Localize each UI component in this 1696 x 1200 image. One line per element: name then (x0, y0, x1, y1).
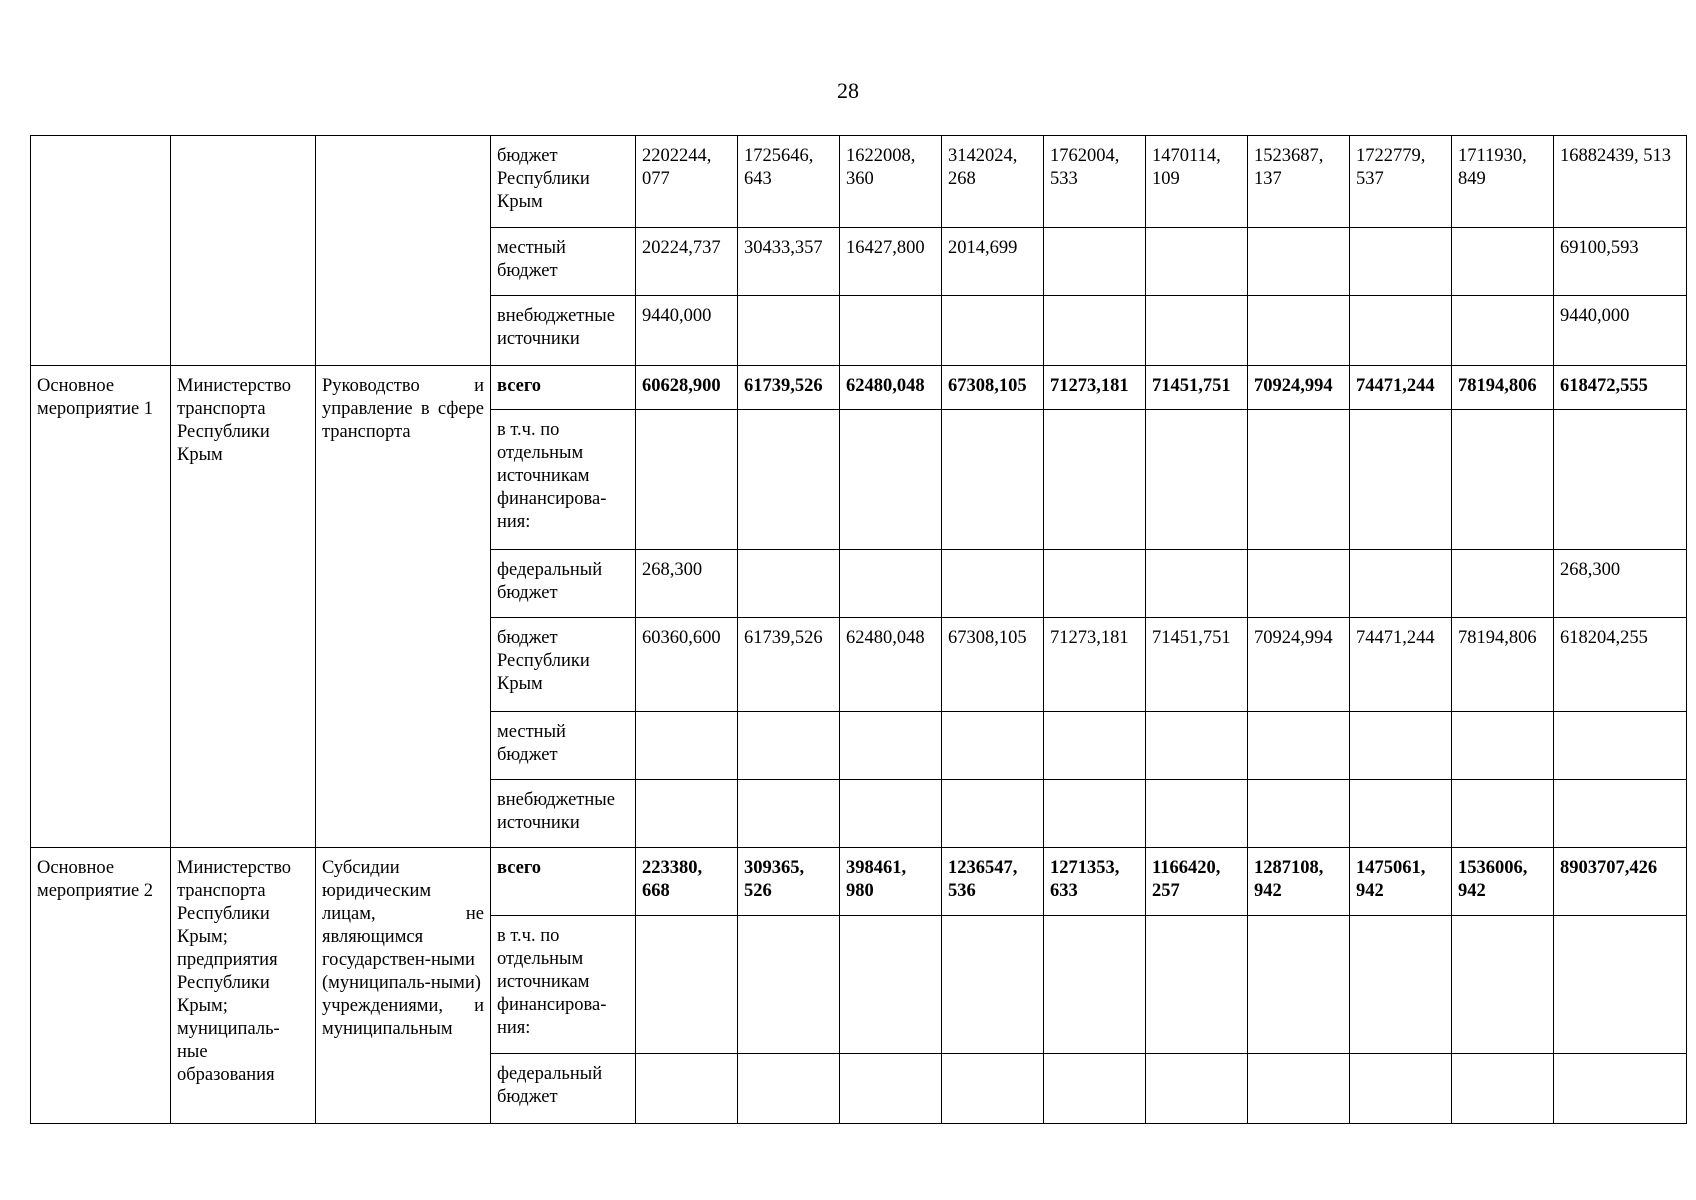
source-cell: бюджет Республики Крым (491, 136, 636, 228)
value-cell (1350, 916, 1452, 1054)
value-cell: 30433,357 (738, 228, 840, 296)
value-cell: 74471,244 (1350, 366, 1452, 410)
source-cell: всего (491, 366, 636, 410)
value-cell (840, 916, 942, 1054)
value-cell (1248, 410, 1350, 550)
value-cell (1044, 916, 1146, 1054)
value-cell: 223380, 668 (636, 848, 738, 916)
value-cell: 618472,555 (1554, 366, 1687, 410)
value-cell: 60360,600 (636, 618, 738, 712)
table-body (31, 136, 1687, 1124)
value-cell: 62480,048 (840, 618, 942, 712)
value-cell: 3142024, 268 (942, 136, 1044, 228)
value-cell (1452, 780, 1554, 848)
value-cell: 20224,737 (636, 228, 738, 296)
value-cell: 71451,751 (1146, 618, 1248, 712)
value-cell (738, 916, 840, 1054)
value-cell (1146, 1054, 1248, 1124)
source-cell: федеральный бюджет (491, 550, 636, 618)
value-cell (1146, 228, 1248, 296)
value-cell: 71273,181 (1044, 366, 1146, 410)
value-cell (1044, 780, 1146, 848)
measure-name: Основное мероприятие 2 (31, 848, 171, 1124)
value-cell (942, 780, 1044, 848)
value-cell: 16882439, 513 (1554, 136, 1687, 228)
value-cell (636, 410, 738, 550)
value-cell (1452, 712, 1554, 780)
value-cell: 1470114, 109 (1146, 136, 1248, 228)
value-cell: 71273,181 (1044, 618, 1146, 712)
value-cell (1350, 1054, 1452, 1124)
value-cell: 1762004, 533 (1044, 136, 1146, 228)
value-cell (636, 1054, 738, 1124)
value-cell (1554, 712, 1687, 780)
value-cell (636, 780, 738, 848)
value-cell: 74471,244 (1350, 618, 1452, 712)
value-cell (1044, 228, 1146, 296)
value-cell: 8903707,426 (1554, 848, 1687, 916)
source-cell: в т.ч. по отдельным источникам финансирова-ния: (491, 916, 636, 1054)
value-cell (1146, 712, 1248, 780)
value-cell (1350, 228, 1452, 296)
value-cell: 67308,105 (942, 366, 1044, 410)
value-cell (1248, 228, 1350, 296)
measure-description: Субсидии юридическим лицам, не являющимся государствен-ными (муниципаль-ными) учреждениями, и муниципальным (316, 848, 491, 1124)
value-cell (1146, 296, 1248, 366)
value-cell: 71451,751 (1146, 366, 1248, 410)
value-cell: 1271353, 633 (1044, 848, 1146, 916)
value-cell (1452, 228, 1554, 296)
measure-executor: Министерство транспорта Республики Крым; предприятия Республики Крым; муниципаль-ные образования (171, 848, 316, 1124)
source-cell: внебюджетные источники (491, 780, 636, 848)
value-cell (738, 296, 840, 366)
source-cell: федеральный бюджет (491, 1054, 636, 1124)
value-cell: 618204,255 (1554, 618, 1687, 712)
value-cell (1452, 296, 1554, 366)
value-cell (636, 712, 738, 780)
value-cell: 16427,800 (840, 228, 942, 296)
value-cell: 69100,593 (1554, 228, 1687, 296)
value-cell (1452, 1054, 1554, 1124)
value-cell (942, 712, 1044, 780)
value-cell: 9440,000 (1554, 296, 1687, 366)
table-row (31, 848, 1687, 916)
value-cell: 2014,699 (942, 228, 1044, 296)
value-cell: 1166420, 257 (1146, 848, 1248, 916)
value-cell: 61739,526 (738, 618, 840, 712)
value-cell: 1725646, 643 (738, 136, 840, 228)
value-cell (1248, 296, 1350, 366)
value-cell: 268,300 (1554, 550, 1687, 618)
value-cell: 1711930, 849 (1452, 136, 1554, 228)
value-cell: 1523687, 137 (1248, 136, 1350, 228)
measure-description: Руководство и управление в сфере транспорта (316, 366, 491, 848)
value-cell (1452, 410, 1554, 550)
value-cell: 9440,000 (636, 296, 738, 366)
source-cell: местный бюджет (491, 228, 636, 296)
value-cell (738, 712, 840, 780)
empty-cell (171, 136, 316, 366)
value-cell: 309365, 526 (738, 848, 840, 916)
value-cell (1350, 712, 1452, 780)
value-cell (1350, 780, 1452, 848)
value-cell: 67308,105 (942, 618, 1044, 712)
value-cell: 60628,900 (636, 366, 738, 410)
value-cell (840, 780, 942, 848)
value-cell (840, 1054, 942, 1124)
source-cell: местный бюджет (491, 712, 636, 780)
value-cell: 1475061, 942 (1350, 848, 1452, 916)
value-cell (1044, 296, 1146, 366)
value-cell (738, 780, 840, 848)
value-cell: 70924,994 (1248, 618, 1350, 712)
value-cell (840, 712, 942, 780)
value-cell (942, 916, 1044, 1054)
value-cell (942, 410, 1044, 550)
value-cell: 62480,048 (840, 366, 942, 410)
value-cell (1044, 410, 1146, 550)
value-cell (1248, 1054, 1350, 1124)
value-cell (942, 550, 1044, 618)
value-cell: 70924,994 (1248, 366, 1350, 410)
value-cell (738, 550, 840, 618)
value-cell (1248, 712, 1350, 780)
value-cell (1146, 780, 1248, 848)
value-cell: 398461, 980 (840, 848, 942, 916)
value-cell (840, 410, 942, 550)
value-cell (636, 916, 738, 1054)
value-cell (1146, 550, 1248, 618)
source-cell: в т.ч. по отдельным источникам финансирова-ния: (491, 410, 636, 550)
value-cell (1350, 410, 1452, 550)
value-cell: 61739,526 (738, 366, 840, 410)
value-cell (1554, 1054, 1687, 1124)
value-cell (1452, 916, 1554, 1054)
value-cell (738, 1054, 840, 1124)
value-cell (840, 550, 942, 618)
value-cell: 2202244, 077 (636, 136, 738, 228)
table-row (31, 136, 1687, 228)
value-cell (1350, 296, 1452, 366)
page-number: 28 (837, 78, 859, 103)
value-cell: 1287108, 942 (1248, 848, 1350, 916)
source-cell: внебюджетные источники (491, 296, 636, 366)
value-cell (1554, 410, 1687, 550)
value-cell (1146, 916, 1248, 1054)
empty-cell (316, 136, 491, 366)
value-cell: 1722779, 537 (1350, 136, 1452, 228)
value-cell (1452, 550, 1554, 618)
value-cell: 268,300 (636, 550, 738, 618)
value-cell (942, 1054, 1044, 1124)
value-cell (1554, 780, 1687, 848)
value-cell (1146, 410, 1248, 550)
value-cell (1248, 550, 1350, 618)
value-cell (1350, 550, 1452, 618)
value-cell (1248, 916, 1350, 1054)
empty-cell (31, 136, 171, 366)
measure-name: Основное мероприятие 1 (31, 366, 171, 848)
value-cell: 1622008, 360 (840, 136, 942, 228)
value-cell (1248, 780, 1350, 848)
value-cell (1044, 550, 1146, 618)
budget-table (30, 135, 1687, 1124)
value-cell (942, 296, 1044, 366)
value-cell (1554, 916, 1687, 1054)
source-cell: всего (491, 848, 636, 916)
table-row (31, 366, 1687, 410)
value-cell: 78194,806 (1452, 366, 1554, 410)
value-cell: 1536006, 942 (1452, 848, 1554, 916)
measure-executor: Министерство транспорта Республики Крым (171, 366, 316, 848)
value-cell: 78194,806 (1452, 618, 1554, 712)
source-cell: бюджет Республики Крым (491, 618, 636, 712)
value-cell (1044, 1054, 1146, 1124)
value-cell: 1236547, 536 (942, 848, 1044, 916)
value-cell (738, 410, 840, 550)
value-cell (1044, 712, 1146, 780)
value-cell (840, 296, 942, 366)
